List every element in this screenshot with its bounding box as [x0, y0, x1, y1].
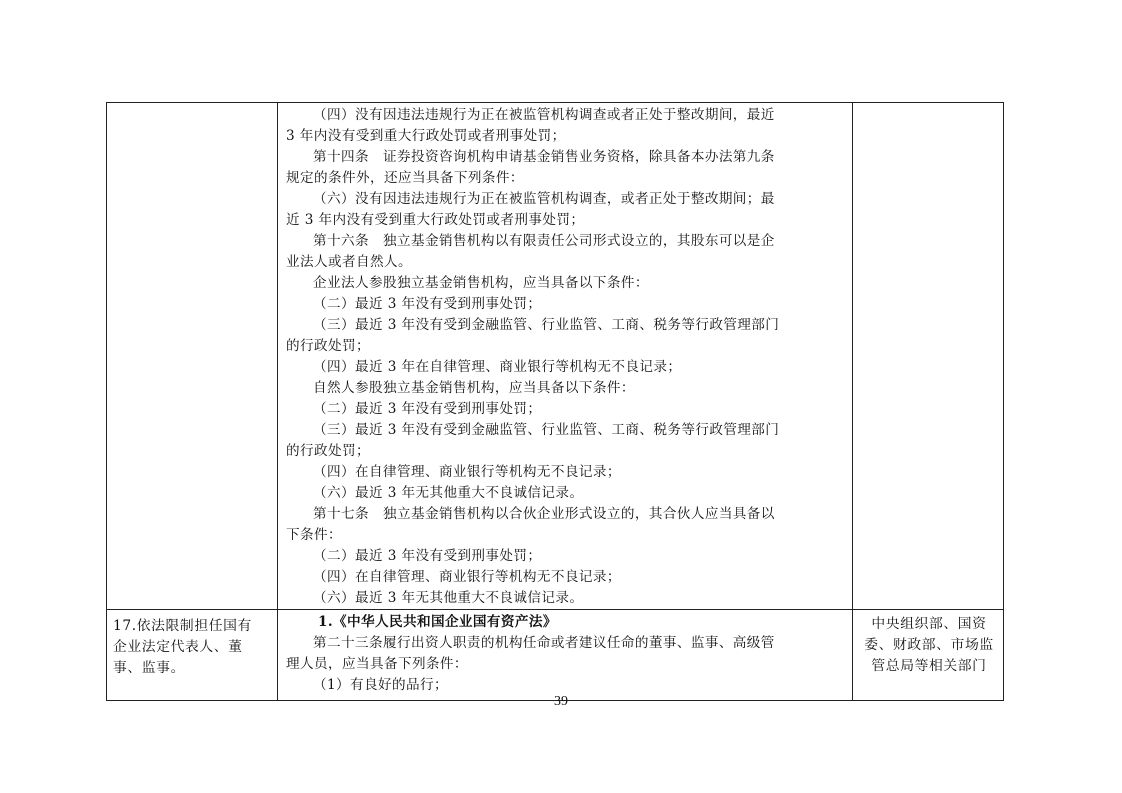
law-title: 1.《中华人民共和国企业国有资产法》	[318, 614, 557, 630]
text-line: 的行政处罚；	[286, 338, 370, 354]
text-line: 业法人或者自然人。	[286, 254, 412, 270]
text-line: （六）最近 3 年无其他重大不良诚信记录。	[313, 590, 584, 606]
page-number: 39	[554, 694, 568, 709]
item-text-line: 企业法定代表人、董	[113, 639, 243, 655]
item-text-line: 17.依法限制担任国有	[113, 618, 252, 634]
text-line: （六）没有因违法违规行为正在被监管机构调查，或者正处于整改期间；最	[313, 191, 775, 207]
text-line: 第二十三条履行出资人职责的机构任命或者建议任命的董事、监事、高级管	[313, 635, 775, 651]
text-line: （六）最近 3 年无其他重大不良诚信记录。	[313, 485, 584, 501]
text-line: （三）最近 3 年没有受到金融监管、行业监管、工商、税务等行政管理部门	[313, 317, 780, 333]
department-text-line: 中央组织部、国资	[871, 616, 987, 632]
item-text-line: 事、监事。	[113, 660, 185, 676]
text-line: 的行政处罚；	[286, 443, 370, 459]
text-line: 第十四条 证券投资咨询机构申请基金销售业务资格，除具备本办法第九条	[313, 149, 775, 165]
item-cell	[107, 610, 278, 701]
basis-cell	[278, 103, 853, 610]
text-line: 第十七条 独立基金销售机构以合伙企业形式设立的，其合伙人应当具备以	[313, 506, 775, 522]
department-cell	[853, 610, 1004, 701]
text-line: 企业法人参股独立基金销售机构，应当具备以下条件：	[313, 275, 649, 291]
text-line: 理人员，应当具备下列条件：	[286, 656, 468, 672]
text-line: 3 年内没有受到重大行政处罚或者刑事处罚；	[286, 128, 566, 144]
text-line: （二）最近 3 年没有受到刑事处罚；	[313, 401, 542, 417]
text-line: 第十六条 独立基金销售机构以有限责任公司形式设立的，其股东可以是企	[313, 233, 775, 249]
table-row	[107, 610, 1004, 701]
text-line: （四）没有因违法违规行为正在被监管机构调查或者正处于整改期间，最近	[313, 107, 775, 123]
text-line: （二）最近 3 年没有受到刑事处罚；	[313, 296, 542, 312]
item-cell	[107, 103, 278, 610]
basis-cell	[278, 610, 853, 701]
text-line: （1）有良好的品行；	[313, 677, 448, 693]
department-text-line: 委、财政部、市场监	[864, 637, 994, 653]
text-line: 自然人参股独立基金销售机构，应当具备以下条件：	[313, 380, 635, 396]
text-line: 下条件：	[286, 527, 342, 543]
text-line: 近 3 年内没有受到重大行政处罚或者刑事处罚；	[286, 212, 585, 228]
department-text-line: 管总局等相关部门	[871, 658, 987, 674]
text-line: （二）最近 3 年没有受到刑事处罚；	[313, 548, 542, 564]
text-line: （四）在自律管理、商业银行等机构无不良记录；	[313, 569, 621, 585]
text-line: （四）在自律管理、商业银行等机构无不良记录；	[313, 464, 621, 480]
regulation-table	[106, 102, 1004, 701]
text-line: （四）最近 3 年在自律管理、商业银行等机构无不良记录；	[313, 359, 682, 375]
text-line: 规定的条件外，还应当具备下列条件：	[286, 170, 524, 186]
department-cell	[853, 103, 1004, 610]
table-row	[107, 103, 1004, 610]
text-line: （三）最近 3 年没有受到金融监管、行业监管、工商、税务等行政管理部门	[313, 422, 780, 438]
